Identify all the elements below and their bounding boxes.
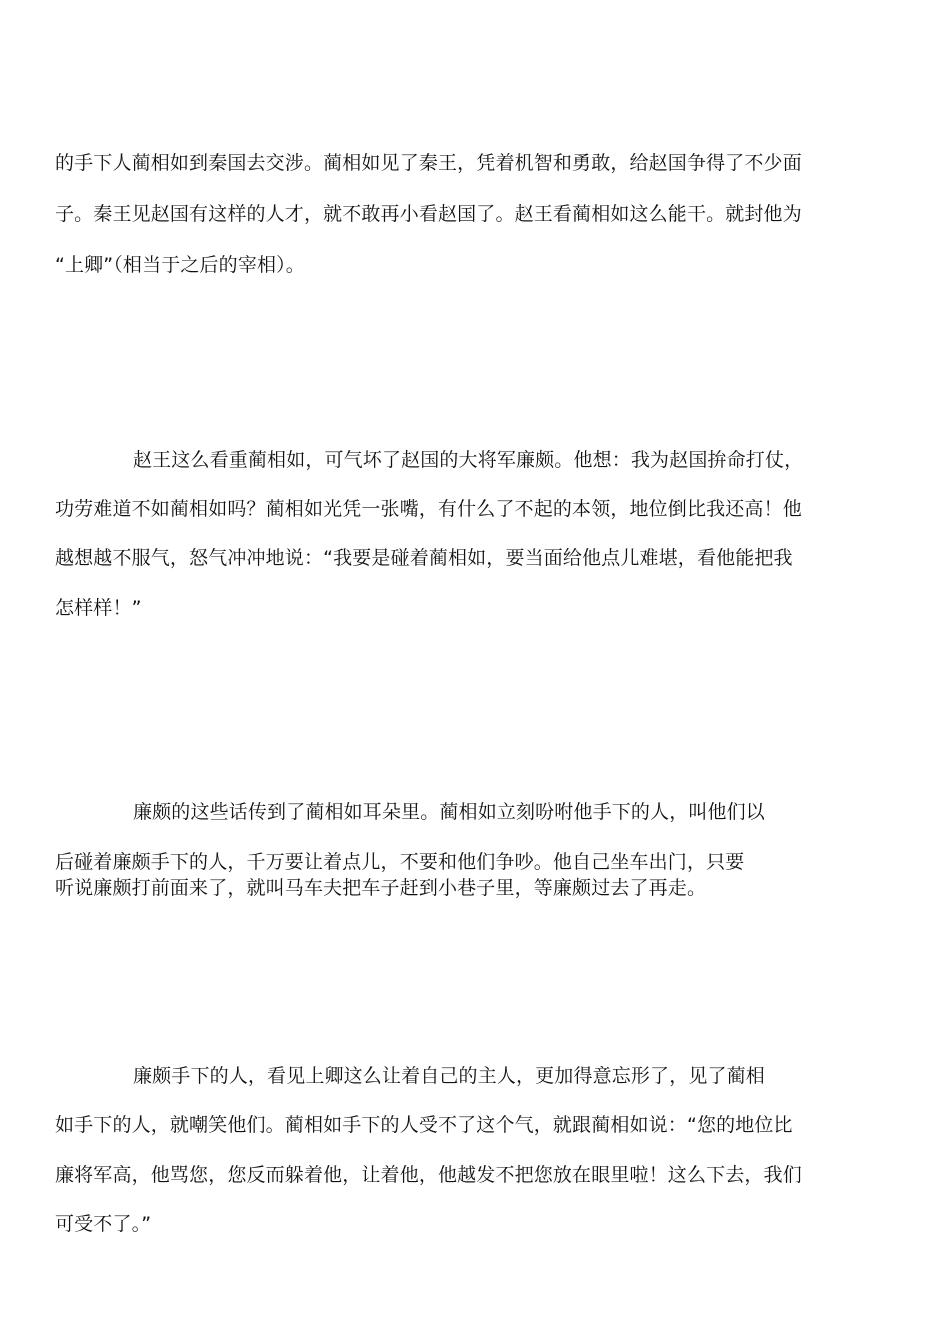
- paragraph-1-line-1: 的手下人蔺相如到秦国去交涉。蔺相如见了秦王，凭着机智和勇敢，给赵国争得了不少面: [55, 152, 802, 174]
- paragraph-2-line-2: 功劳难道不如蔺相如吗？蔺相如光凭一张嘴，有什么了不起的本领，地位倒比我还高！他: [55, 498, 802, 520]
- paragraph-4-line-2: 如手下的人，就嘲笑他们。蔺相如手下的人受不了这个气，就跟蔺相如说：“您的地位比: [55, 1114, 793, 1136]
- paragraph-4-line-3: 廉将军高，他骂您，您反而躲着他，让着他，他越发不把您放在眼里啦！这么下去，我们: [55, 1164, 802, 1186]
- paragraph-3-line-2: 后碰着廉颇手下的人，千万要让着点儿，不要和他们争吵。他自己坐车出门，只要: [55, 851, 745, 873]
- paragraph-4-line-1: 廉颇手下的人，看见上卿这么让着自己的主人，更加得意忘形了，见了蔺相: [133, 1065, 765, 1087]
- paragraph-2-line-1: 赵王这么看重蔺相如，可气坏了赵国的大将军廉颇。他想：我为赵国拚命打仗，: [133, 449, 804, 471]
- paragraph-2-line-3: 越想越不服气，怒气冲冲地说：“我要是碰着蔺相如，要当面给他点儿难堪，看他能把我: [55, 547, 793, 569]
- paragraph-3-line-1: 廉颇的这些话传到了蔺相如耳朵里。蔺相如立刻吩咐他手下的人，叫他们以: [133, 801, 765, 823]
- paragraph-3-line-3: 听说廉颇打前面来了，就叫马车夫把车子赶到小巷子里，等廉颇过去了再走。: [55, 877, 707, 899]
- paragraph-1-line-2: 子。秦王见赵国有这样的人才，就不敢再小看赵国了。赵王看蔺相如这么能干。就封他为: [55, 203, 802, 225]
- paragraph-2-line-4: 怎样样！”: [55, 597, 142, 619]
- paragraph-1-line-3: “上卿”（相当于之后的宰相）。: [55, 254, 305, 276]
- paragraph-4-line-4: 可受不了。”: [55, 1213, 152, 1235]
